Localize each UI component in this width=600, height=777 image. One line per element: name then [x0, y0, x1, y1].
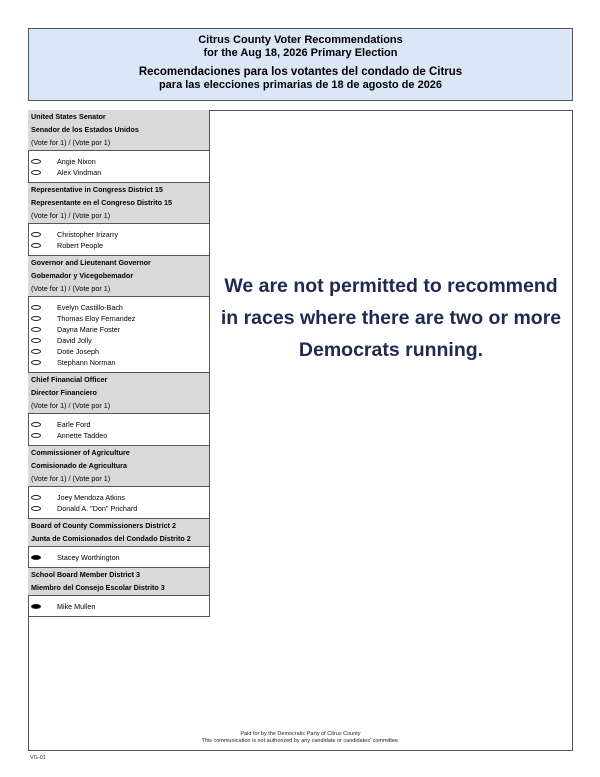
- page-header: [28, 28, 573, 101]
- candidate-row: [28, 357, 209, 368]
- candidate-row: [28, 229, 209, 240]
- candidate-name: David Jolly: [57, 336, 92, 345]
- paid-for-disclaimer: Paid for by the Democratic Party of Citrus County: [240, 731, 361, 737]
- footer: [28, 731, 573, 745]
- race-title: Board of County Commissioners District 2: [31, 521, 176, 530]
- empty-oval-icon: [31, 506, 41, 511]
- candidate-name: Joey Mendoza Atkins: [57, 493, 125, 502]
- empty-oval-icon: [31, 159, 41, 164]
- vote-for-instruction: (Vote for 1) / (Vote por 1): [31, 401, 111, 410]
- race-section: [28, 256, 209, 373]
- empty-oval-icon: [31, 338, 41, 343]
- candidate-name: Robert People: [57, 241, 103, 250]
- empty-oval-icon: [31, 232, 41, 237]
- race-section: [28, 373, 209, 446]
- empty-oval-icon: [31, 170, 41, 175]
- candidate-row: [28, 430, 209, 441]
- candidate-name: Alex Vindman: [57, 168, 102, 177]
- empty-oval-icon: [31, 422, 41, 427]
- candidate-row: [28, 302, 209, 313]
- candidate-row: [28, 346, 209, 357]
- empty-oval-icon: [31, 495, 41, 500]
- candidate-list: [28, 296, 209, 372]
- race-header: [28, 568, 209, 595]
- race-title: Governor and Lieutenant Governor: [31, 258, 151, 267]
- race-header: [28, 519, 209, 546]
- empty-oval-icon: [31, 327, 41, 332]
- race-section: [28, 183, 209, 256]
- candidate-row: [28, 156, 209, 167]
- race-section: [28, 110, 209, 183]
- race-title-spanish: Comisionado de Agricultura: [31, 461, 127, 470]
- candidate-name: Dayna Marie Foster: [57, 325, 121, 334]
- sample-ballot: [28, 110, 210, 617]
- empty-oval-icon: [31, 349, 41, 354]
- candidate-row: [28, 335, 209, 346]
- race-title-spanish: Senador de los Estados Unidos: [31, 125, 139, 134]
- filled-oval-icon: [31, 604, 41, 609]
- candidate-name: Mike Mullen: [57, 602, 96, 611]
- candidate-list: [28, 486, 209, 518]
- vote-for-instruction: (Vote for 1) / (Vote por 1): [31, 138, 111, 147]
- candidate-row: [28, 419, 209, 430]
- candidate-list: [28, 413, 209, 445]
- candidate-name: Dotie Joseph: [57, 347, 99, 356]
- title-spanish-line-2: para las elecciones primarias de 18 de agosto de 2026: [158, 78, 443, 91]
- race-section: [28, 519, 209, 568]
- filled-oval-icon: [31, 555, 41, 560]
- candidate-name: Donald A. "Don" Prichard: [57, 504, 138, 513]
- candidate-name: Stephann Norman: [57, 358, 116, 367]
- race-title: School Board Member District 3: [31, 570, 141, 579]
- race-title-spanish: Representante en el Congreso Distrito 15: [31, 198, 172, 207]
- candidate-list: [28, 150, 209, 182]
- notice-text: We are not permitted to recommend in races where there are two or more Democrats running.: [220, 275, 562, 361]
- candidate-name: Earle Ford: [57, 420, 91, 429]
- candidate-list: [28, 546, 209, 567]
- authorization-disclaimer: This communication is not authorized by any candidate or candidates' committee.: [201, 738, 400, 744]
- race-section: [28, 568, 209, 617]
- candidate-row: [28, 240, 209, 251]
- candidate-row: [28, 324, 209, 335]
- candidate-name: Christopher Irizarry: [57, 230, 119, 239]
- empty-oval-icon: [31, 433, 41, 438]
- vote-for-instruction: (Vote for 1) / (Vote por 1): [31, 284, 111, 293]
- candidate-name: Annette Taddeo: [57, 431, 108, 440]
- race-title-spanish: Junta de Comisionados del Condado Distrito 2: [31, 534, 191, 543]
- title-spanish-line-1: Recomendaciones para los votantes del condado de Citrus: [138, 66, 463, 78]
- candidate-name: Evelyn Castillo-Bach: [57, 303, 123, 312]
- race-header: [28, 110, 209, 150]
- race-title: Commissioner of Agriculture: [31, 448, 130, 457]
- race-section: [28, 446, 209, 519]
- race-header: [28, 183, 209, 223]
- race-title-spanish: Director Financiero: [31, 388, 97, 397]
- candidate-row: [28, 492, 209, 503]
- empty-oval-icon: [31, 243, 41, 248]
- race-title-spanish: Gobemador y Vicegobemador: [31, 271, 134, 280]
- empty-oval-icon: [31, 360, 41, 365]
- race-title: United States Senator: [31, 112, 106, 121]
- race-header: [28, 256, 209, 296]
- candidate-name: Stacey Worthington: [57, 553, 120, 562]
- candidate-name: Thomas Eloy Fernandez: [57, 314, 136, 323]
- candidate-row: [28, 167, 209, 178]
- vote-for-instruction: (Vote for 1) / (Vote por 1): [31, 211, 111, 220]
- race-title: Chief Financial Officer: [31, 375, 108, 384]
- empty-oval-icon: [31, 305, 41, 310]
- title-english-line-2: for the Aug 18, 2026 Primary Election: [203, 46, 398, 59]
- title-english-line-1: Citrus County Voter Recommendations: [198, 34, 403, 46]
- candidate-name: Angie Nixon: [57, 157, 96, 166]
- candidate-row: [28, 601, 209, 612]
- empty-oval-icon: [31, 316, 41, 321]
- candidate-row: [28, 503, 209, 514]
- race-title-spanish: Miembro del Consejo Escolar Distrito 3: [31, 583, 165, 592]
- vote-for-instruction: (Vote for 1) / (Vote por 1): [31, 474, 111, 483]
- race-header: [28, 446, 209, 486]
- candidate-row: [28, 552, 209, 563]
- candidate-list: [28, 223, 209, 255]
- candidate-row: [28, 313, 209, 324]
- race-title: Representative in Congress District 15: [31, 185, 163, 194]
- race-header: [28, 373, 209, 413]
- candidate-list: [28, 595, 209, 616]
- document-code: VG-01: [30, 755, 46, 761]
